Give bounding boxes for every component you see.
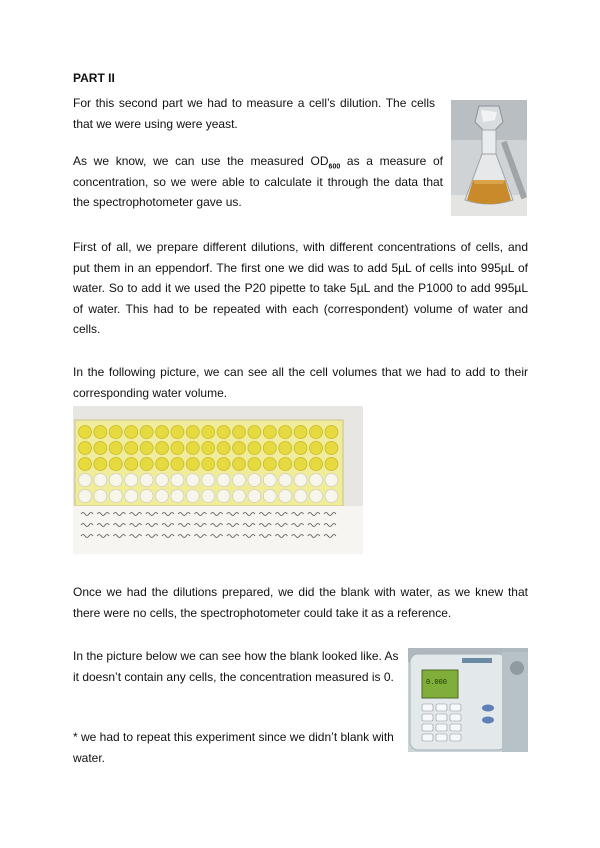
paragraph-intro: For this second part we had to measure a cell’s dilution. The cells that we were using were yeast. (73, 96, 435, 131)
dilution-plate-photo (73, 406, 363, 554)
paragraph-od600 (73, 151, 443, 213)
paragraph-dilutions: First of all, we prepare different dilutions, with different concentrations of cells, and put them in an eppendorf. The first one we did was to add 5µL of cells into 995µL of water. So to add it we used the P20 pipette to take 5µL and the P1000 to add 995µL of water. This had to be repeated with each (correspondent) volume of water and cells. (73, 240, 528, 336)
paragraph-blank-picture: In the picture below we can see how the blank looked like. As it doesn’t contain any cells, the concentration measured is 0. (73, 649, 399, 684)
device-display-text: 0.000 (426, 679, 448, 687)
paragraph-picture-intro: In the following picture, we can see all the cell volumes that we had to add to their corresponding water volume. (73, 365, 528, 400)
yeast-flask-photo (451, 100, 527, 216)
paragraph-blank: Once we had the dilutions prepared, we did the blank with water, as we knew that there were no cells, the spectrophotometer could take it as a reference. (73, 585, 528, 620)
section-heading: PART II (73, 71, 115, 85)
od-subscript: 600 (328, 163, 341, 171)
paragraph-od600-part-a: As we know, we can use the measured OD (73, 154, 329, 168)
spectrophotometer-photo (408, 648, 528, 752)
paragraph-footnote: * we had to repeat this experiment since we didn’t blank with water. (73, 730, 394, 765)
paragraph-od600-part-b: as a measure of concentration, so we were able to calculate it through the data that the spectrophotometer gave us. (73, 154, 443, 209)
